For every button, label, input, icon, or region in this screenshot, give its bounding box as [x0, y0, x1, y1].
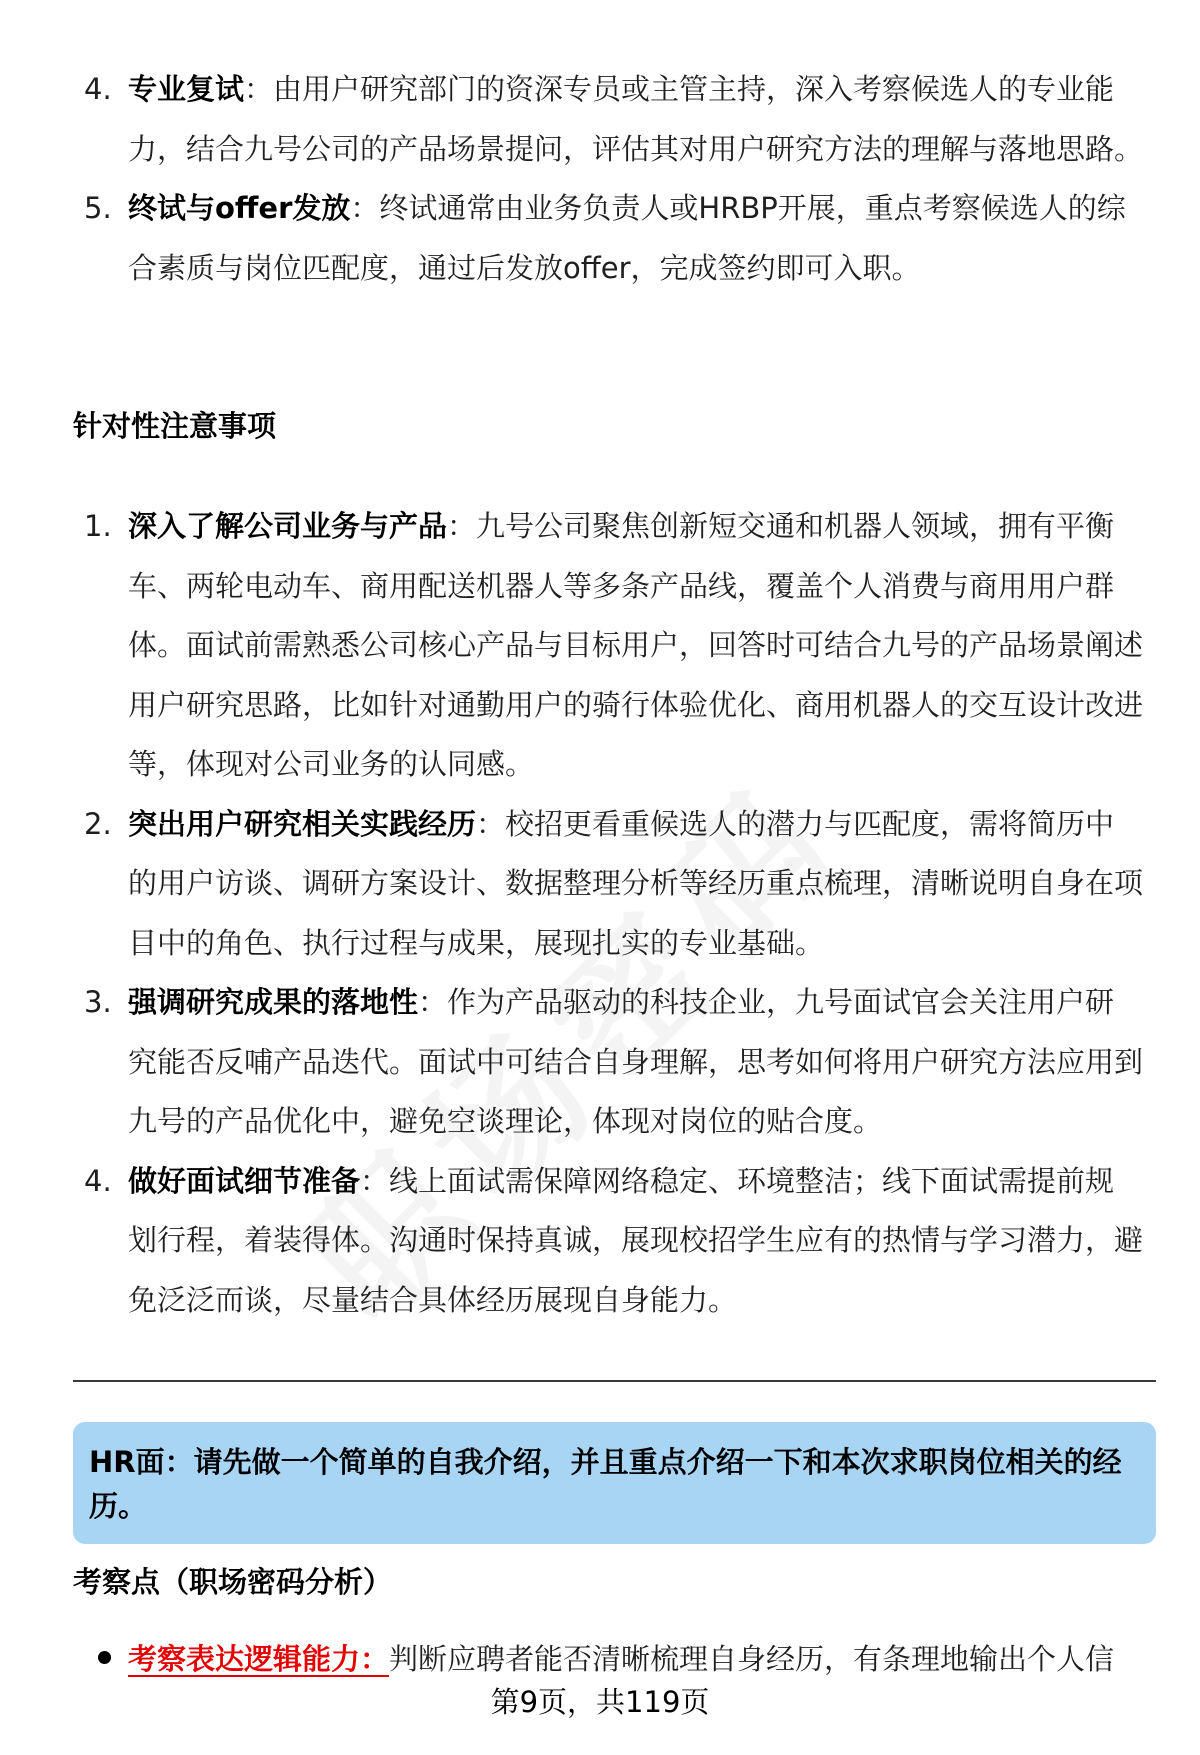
item-heading: 做好面试细节准备 [128, 1163, 361, 1198]
item-number: 3. [84, 985, 112, 1019]
question-text: HR面：请先做一个简单的自我介绍，并且重点介绍一下和本次求职岗位相关的经历。 [89, 1445, 1122, 1523]
item-heading: 突出用户研究相关实践经历 [128, 806, 477, 841]
section-divider [73, 1380, 1156, 1382]
item-heading: 专业复试 [128, 72, 245, 106]
item-body: ：作为产品驱动的科技企业，九号面试官会关注用户研究能否反哺产品迭代。面试中可结合自身理解，思考如何将用户研究方法应用到九号的产品优化中，避免空谈理论，体现对岗位的贴合度。 [128, 985, 1144, 1138]
item-number: 5. [84, 191, 112, 225]
item-heading: 终试与offer发放 [128, 191, 351, 225]
item-number: 2. [84, 806, 112, 841]
item-body: ：由用户研究部门的资深专员或主管主持，深入考察候选人的专业能力，结合九号公司的产品场景提问，评估其对用户研究方法的理解与落地思路。 [128, 72, 1144, 166]
notes-list [0, 497, 1143, 1330]
list-item [0, 179, 1143, 298]
list-item [0, 795, 1143, 974]
item-body: ：校招更看重候选人的潜力与匹配度，需将简历中的用户访谈、调研方案设计、数据整理分析等经历重点梳理，清晰说明自身在项目中的角色、执行过程与成果，展现扎实的专业基础。 [128, 806, 1144, 960]
list-item [0, 497, 1143, 795]
analysis-bullet [98, 1637, 1168, 1681]
item-body: ：线上面试需保障网络稳定、环境整洁；线下面试需提前规划行程，着装得体。沟通时保持真诚，展现校招学生应有的热情与学习潜力，避免泛泛而谈，尽量结合具体经历展现自身能力。 [128, 1163, 1144, 1317]
page-footer: 第9页，共119页 [490, 1685, 710, 1719]
question-box [73, 1422, 1156, 1544]
list-item [0, 973, 1143, 1152]
bullet-icon [98, 1651, 111, 1664]
item-body: ：终试通常由业务负责人或HRBP开展，重点考察候选人的综合素质与岗位匹配度，通过后发放offer，完成签约即可入职。 [128, 191, 1126, 285]
item-number: 1. [84, 509, 112, 543]
list-item [0, 1152, 1143, 1331]
analysis-title: 考察点（职场密码分析） [73, 1565, 393, 1599]
item-body: ：九号公司聚焦创新短交通和机器人领域，拥有平衡车、两轮电动车、商用配送机器人等多条产品线，覆盖个人消费与商用用户群体。面试前需熟悉公司核心产品与目标用户，回答时可结合九号的产品场景阐述用户研究思路，比如针对通勤用户的骑行体验优化、商用机器人的交互设计改进等，体现对公司业务的认同感。 [128, 509, 1144, 781]
item-number: 4. [84, 1163, 112, 1198]
item-heading: 强调研究成果的落地性 [128, 985, 419, 1019]
bullet-heading: 考察表达逻辑能力： [128, 1642, 390, 1676]
item-heading: 深入了解公司业务与产品 [128, 509, 448, 543]
section-title: 针对性注意事项 [73, 409, 277, 443]
item-number: 4. [84, 72, 112, 106]
list-item [0, 60, 1143, 179]
interview-steps-list [0, 60, 1143, 298]
bullet-body: 判断应聘者能否清晰梳理自身经历，有条理地输出个人信 [389, 1642, 1115, 1676]
